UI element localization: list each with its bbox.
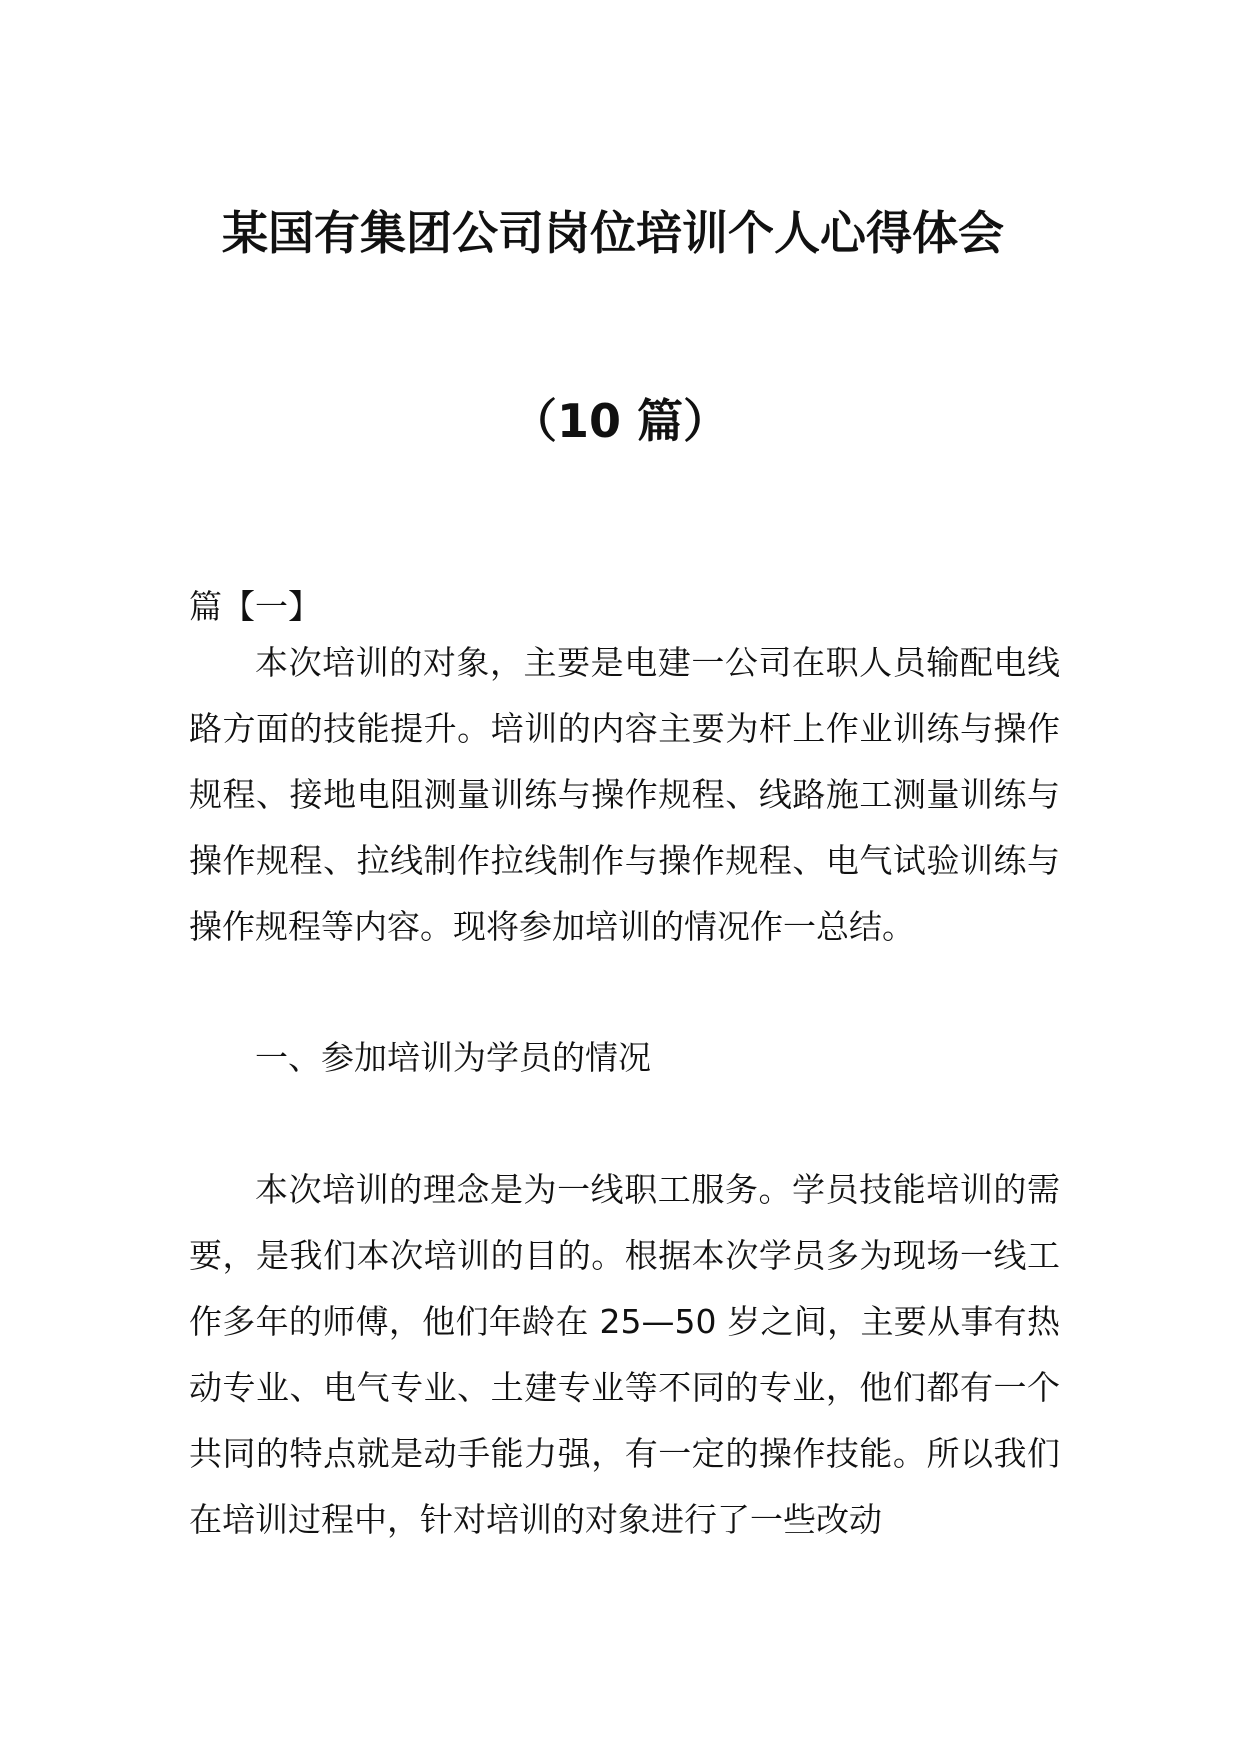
document-subtitle: （10 篇）: [510, 394, 730, 448]
section-label: 篇【一】: [189, 587, 321, 626]
paragraph-2: 本次培训的理念是为一线职工服务。学员技能培训的需要，是我们本次培训的目的。根据本次学员多为现场一线工作多年的师傅，他们年龄在 25—50 岁之间，主要从事有热动专业、电气专业、土建专业等不同的专业，他们都有一个共同的特点就是动手能力强，有一定的操作技能。所以我们在培训过程中，针对培训的对象进行了一些改动: [189, 1170, 1060, 1539]
paragraph-1: 本次培训的对象，主要是电建一公司在职人员输配电线路方面的技能提升。培训的内容主要为杆上作业训练与操作规程、接地电阻测量训练与操作规程、线路施工测量训练与操作规程、拉线制作拉线制作与操作规程、电气试验训练与操作规程等内容。现将参加培训的情况作一总结。: [189, 643, 1060, 946]
section-heading: 一、参加培训为学员的情况: [255, 1038, 651, 1077]
document-title: 某国有集团公司岗位培训个人心得体会: [222, 206, 1004, 260]
